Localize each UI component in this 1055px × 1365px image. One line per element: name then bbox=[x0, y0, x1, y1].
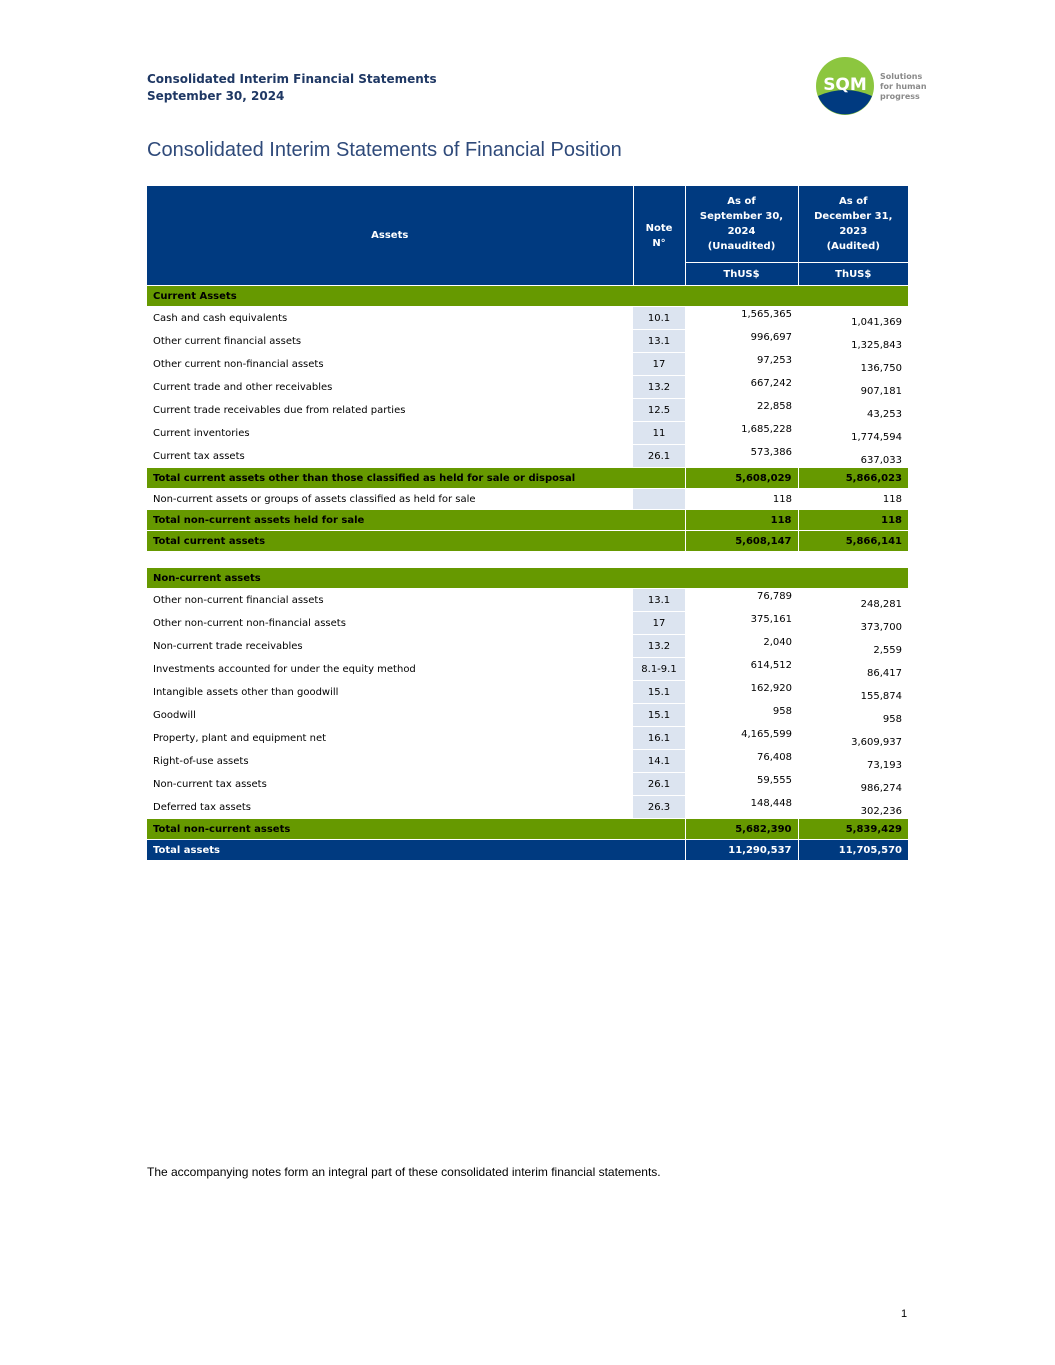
row-dec-value: 136,750 bbox=[798, 353, 908, 376]
row-note: 10.1 bbox=[633, 307, 685, 330]
col-header-note: Note N° bbox=[633, 186, 685, 286]
subtotal-row-total-noncurrent bbox=[147, 819, 908, 840]
row-note: 13.1 bbox=[633, 330, 685, 353]
logo-tagline-3: progress bbox=[880, 92, 920, 101]
section-label: Non-current assets bbox=[147, 568, 908, 589]
unit-label-2: ThUS$ bbox=[798, 263, 908, 286]
total-assets-dec-value: 11,705,570 bbox=[798, 840, 908, 861]
row-label: Cash and cash equivalents bbox=[147, 307, 633, 330]
row-dec-value: 637,033 bbox=[798, 445, 908, 468]
row-note: 15.1 bbox=[633, 681, 685, 704]
sqm-logo bbox=[815, 56, 930, 116]
row-dec-value: 986,274 bbox=[798, 773, 908, 796]
row-dec-value: 43,253 bbox=[798, 399, 908, 422]
col-dec-line2: December 31, bbox=[814, 211, 893, 222]
row-label: Current trade and other receivables bbox=[147, 376, 633, 399]
row-note: 13.2 bbox=[633, 635, 685, 658]
col-header-dec-2023 bbox=[798, 186, 908, 263]
total-assets-label: Total assets bbox=[147, 840, 685, 861]
row-dec-value: 1,774,594 bbox=[798, 422, 908, 445]
row-label: Investments accounted for under the equity method bbox=[147, 658, 633, 681]
row-note: 13.2 bbox=[633, 376, 685, 399]
table-row bbox=[147, 445, 908, 468]
table-row bbox=[147, 353, 908, 376]
table-row-held-for-sale bbox=[147, 489, 908, 510]
row-sep-value: 667,242 bbox=[685, 376, 798, 399]
logo-tagline bbox=[880, 72, 927, 102]
subtotal-dec-value: 5,866,141 bbox=[798, 531, 908, 552]
row-note bbox=[633, 489, 685, 510]
row-label: Non-current assets or groups of assets classified as held for sale bbox=[147, 489, 633, 510]
spacer-row bbox=[147, 552, 908, 568]
subtotal-sep-value: 5,682,390 bbox=[685, 819, 798, 840]
row-sep-value: 1,565,365 bbox=[685, 307, 798, 330]
row-label: Current inventories bbox=[147, 422, 633, 445]
table-row bbox=[147, 612, 908, 635]
row-sep-value: 118 bbox=[685, 489, 798, 510]
row-note: 26.1 bbox=[633, 445, 685, 468]
row-note: 17 bbox=[633, 353, 685, 376]
col-sep-line2: September 30, bbox=[699, 211, 784, 222]
total-assets-row bbox=[147, 840, 908, 861]
subtotal-label: Total non-current assets held for sale bbox=[147, 510, 685, 531]
logo-tagline-2: for human bbox=[880, 82, 927, 91]
logo-brand-text: SQM bbox=[823, 75, 867, 95]
sqm-logo-mark-icon bbox=[815, 56, 875, 116]
row-note: 15.1 bbox=[633, 704, 685, 727]
col-sep-line1: As of bbox=[727, 196, 756, 207]
row-note: 11 bbox=[633, 422, 685, 445]
table-row bbox=[147, 750, 908, 773]
row-sep-value: 59,555 bbox=[685, 773, 798, 796]
footer-note: The accompanying notes form an integral part of these consolidated interim financial statements. bbox=[147, 1165, 661, 1179]
row-label: Other current financial assets bbox=[147, 330, 633, 353]
row-note: 16.1 bbox=[633, 727, 685, 750]
row-dec-value: 3,609,937 bbox=[798, 727, 908, 750]
row-label: Intangible assets other than goodwill bbox=[147, 681, 633, 704]
row-dec-value: 73,193 bbox=[798, 750, 908, 773]
section-row-current bbox=[147, 286, 908, 307]
row-dec-value: 248,281 bbox=[798, 589, 908, 612]
subtotal-sep-value: 118 bbox=[685, 510, 798, 531]
row-sep-value: 958 bbox=[685, 704, 798, 727]
row-label: Current trade receivables due from related parties bbox=[147, 399, 633, 422]
table-row bbox=[147, 376, 908, 399]
row-dec-value: 155,874 bbox=[798, 681, 908, 704]
table-row bbox=[147, 399, 908, 422]
section-label: Current Assets bbox=[147, 286, 908, 307]
row-sep-value: 22,858 bbox=[685, 399, 798, 422]
row-label: Other current non-financial assets bbox=[147, 353, 633, 376]
col-sep-line3: 2024 bbox=[727, 226, 756, 237]
subtotal-dec-value: 5,866,023 bbox=[798, 468, 908, 489]
row-label: Deferred tax assets bbox=[147, 796, 633, 819]
unit-label-1: ThUS$ bbox=[685, 263, 798, 286]
row-dec-value: 907,181 bbox=[798, 376, 908, 399]
subtotal-label: Total non-current assets bbox=[147, 819, 685, 840]
row-dec-value: 2,559 bbox=[798, 635, 908, 658]
row-sep-value: 97,253 bbox=[685, 353, 798, 376]
row-sep-value: 614,512 bbox=[685, 658, 798, 681]
row-note: 14.1 bbox=[633, 750, 685, 773]
row-label: Goodwill bbox=[147, 704, 633, 727]
header-line-2: September 30, 2024 bbox=[147, 89, 285, 103]
subtotal-row-total-current bbox=[147, 531, 908, 552]
row-sep-value: 76,789 bbox=[685, 589, 798, 612]
row-note: 26.3 bbox=[633, 796, 685, 819]
row-dec-value: 1,041,369 bbox=[798, 307, 908, 330]
row-sep-value: 2,040 bbox=[685, 635, 798, 658]
row-dec-value: 1,325,843 bbox=[798, 330, 908, 353]
col-sep-line4: (Unaudited) bbox=[707, 241, 776, 252]
table-row bbox=[147, 796, 908, 819]
row-dec-value: 86,417 bbox=[798, 658, 908, 681]
logo-tagline-1: Solutions bbox=[880, 72, 923, 81]
section-row-noncurrent bbox=[147, 568, 908, 589]
table-row bbox=[147, 704, 908, 727]
subtotal-label: Total current assets other than those classified as held for sale or disposal bbox=[147, 468, 685, 489]
table-row bbox=[147, 589, 908, 612]
row-sep-value: 573,386 bbox=[685, 445, 798, 468]
subtotal-sep-value: 5,608,029 bbox=[685, 468, 798, 489]
table-row bbox=[147, 727, 908, 750]
row-label: Right-of-use assets bbox=[147, 750, 633, 773]
col-header-sep-2024 bbox=[685, 186, 798, 263]
row-label: Other non-current financial assets bbox=[147, 589, 633, 612]
row-sep-value: 148,448 bbox=[685, 796, 798, 819]
table-header-row bbox=[147, 186, 908, 263]
subtotal-row-held-for-sale bbox=[147, 510, 908, 531]
page-title: Consolidated Interim Statements of Financial Position bbox=[147, 139, 622, 161]
row-dec-value: 302,236 bbox=[798, 796, 908, 819]
table-row bbox=[147, 307, 908, 330]
row-note: 13.1 bbox=[633, 589, 685, 612]
row-note: 26.1 bbox=[633, 773, 685, 796]
row-label: Property, plant and equipment net bbox=[147, 727, 633, 750]
subtotal-sep-value: 5,608,147 bbox=[685, 531, 798, 552]
row-sep-value: 162,920 bbox=[685, 681, 798, 704]
page-number: 1 bbox=[901, 1308, 908, 1320]
table-row bbox=[147, 773, 908, 796]
col-header-assets: Assets bbox=[147, 186, 633, 286]
table-row bbox=[147, 681, 908, 704]
row-sep-value: 4,165,599 bbox=[685, 727, 798, 750]
subtotal-dec-value: 118 bbox=[798, 510, 908, 531]
row-label: Non-current tax assets bbox=[147, 773, 633, 796]
row-sep-value: 76,408 bbox=[685, 750, 798, 773]
table-row bbox=[147, 422, 908, 445]
row-note: 12.5 bbox=[633, 399, 685, 422]
row-dec-value: 958 bbox=[798, 704, 908, 727]
row-sep-value: 375,161 bbox=[685, 612, 798, 635]
row-note: 17 bbox=[633, 612, 685, 635]
row-label: Other non-current non-financial assets bbox=[147, 612, 633, 635]
table-row bbox=[147, 635, 908, 658]
row-label: Non-current trade receivables bbox=[147, 635, 633, 658]
subtotal-dec-value: 5,839,429 bbox=[798, 819, 908, 840]
row-note: 8.1-9.1 bbox=[633, 658, 685, 681]
row-sep-value: 996,697 bbox=[685, 330, 798, 353]
row-dec-value: 118 bbox=[798, 489, 908, 510]
col-dec-line4: (Audited) bbox=[826, 241, 880, 252]
row-label: Current tax assets bbox=[147, 445, 633, 468]
document-header bbox=[147, 71, 437, 105]
table-row bbox=[147, 658, 908, 681]
col-dec-line3: 2023 bbox=[839, 226, 868, 237]
header-line-1: Consolidated Interim Financial Statements bbox=[147, 72, 437, 86]
table-row bbox=[147, 330, 908, 353]
subtotal-row-current-other bbox=[147, 468, 908, 489]
subtotal-label: Total current assets bbox=[147, 531, 685, 552]
row-dec-value: 373,700 bbox=[798, 612, 908, 635]
financial-position-table bbox=[147, 186, 908, 861]
total-assets-sep-value: 11,290,537 bbox=[685, 840, 798, 861]
row-sep-value: 1,685,228 bbox=[685, 422, 798, 445]
col-dec-line1: As of bbox=[839, 196, 868, 207]
